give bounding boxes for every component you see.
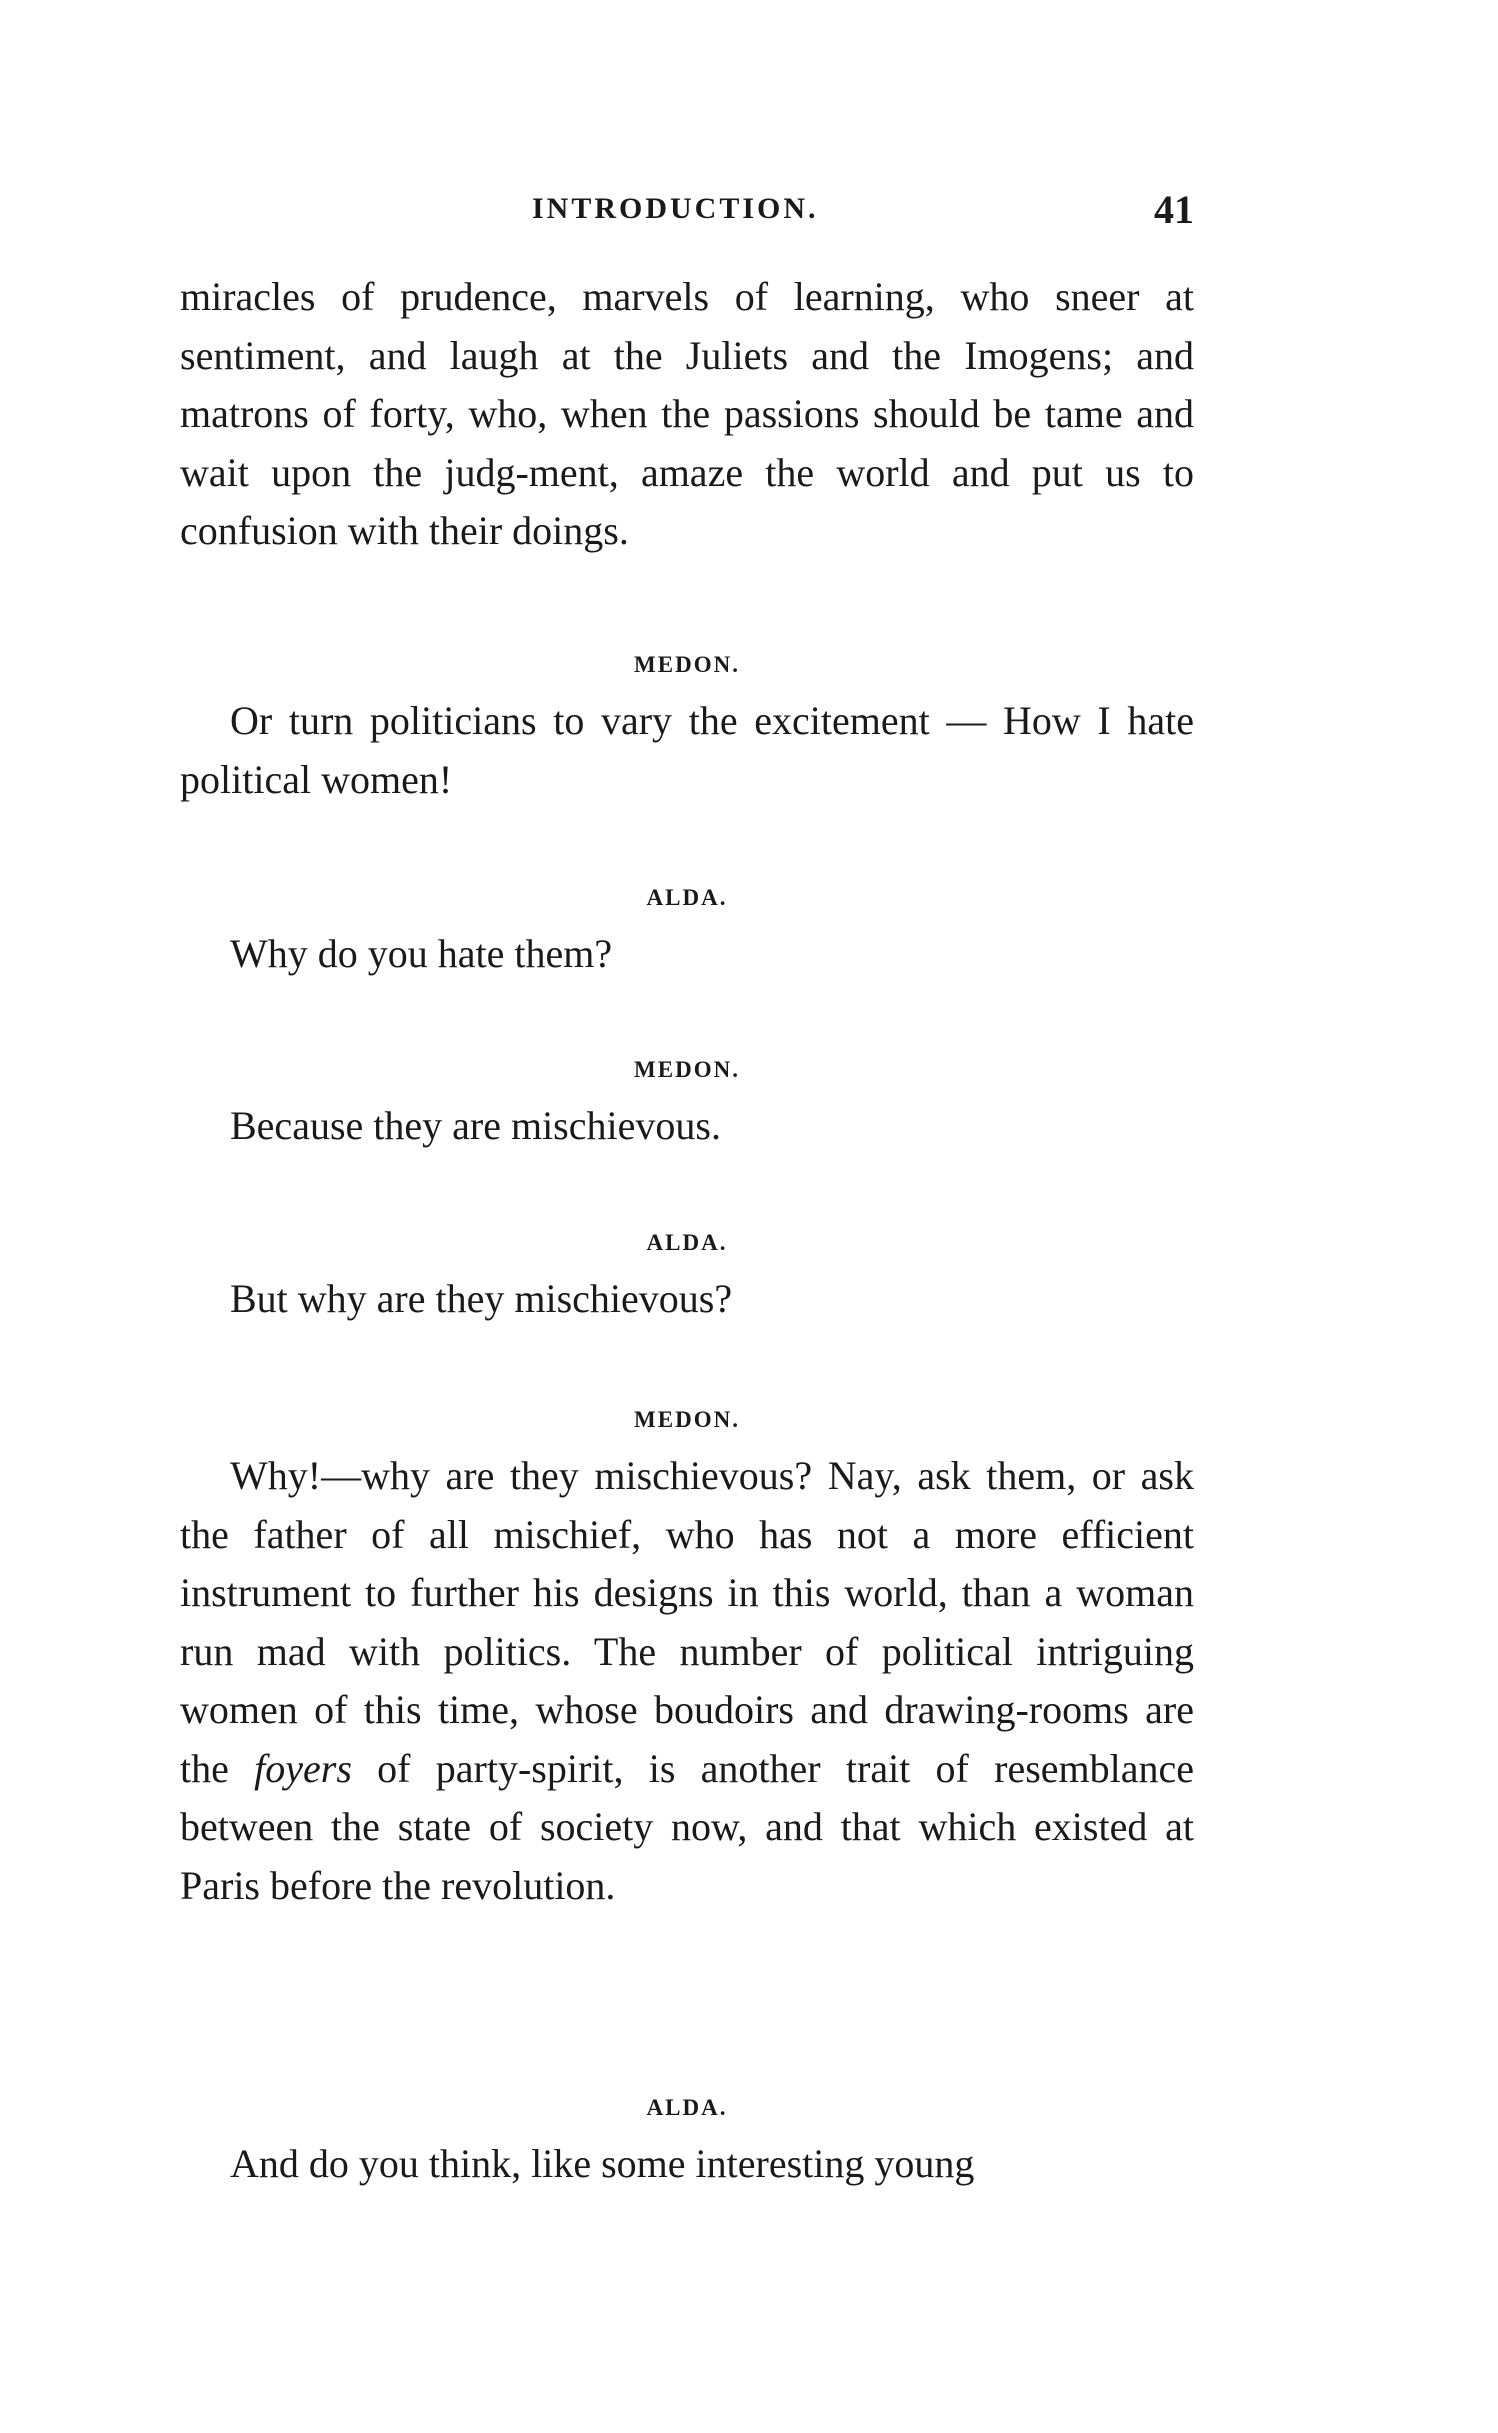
text-line: Imogens; and matrons of forty, who, when the [180, 332, 1195, 436]
speaker-name: MEDON. [634, 652, 740, 677]
text-line: But why are they mischievous? [230, 1276, 733, 1321]
text-line: between the state of society now, and that which [180, 1804, 1017, 1849]
paragraph [180, 1270, 1194, 1329]
text-line: this world, than a woman run mad with politics. [180, 1570, 1194, 1674]
paragraph [180, 692, 1194, 809]
speaker-name: MEDON. [634, 1057, 740, 1082]
text-line: Why!—why are they mischievous? Nay, ask [230, 1453, 971, 1498]
speaker-name: ALDA. [646, 885, 728, 910]
paragraph [180, 1097, 1194, 1156]
page-number: 41 [1154, 187, 1194, 232]
italic-word: foyers [254, 1745, 352, 1791]
speech [180, 692, 1194, 809]
text-line: them, or ask the father of all mischief, who has not [180, 1453, 1194, 1557]
text-line: And do you think, like some interesting young [230, 2141, 975, 2186]
speech [180, 2135, 1194, 2194]
paragraph [180, 1447, 1194, 1915]
text-line: How I hate political women! [180, 698, 1195, 802]
text-line: a more efficient instrument to further his designs in [180, 1511, 1195, 1615]
running-head [180, 187, 1194, 242]
text-line: existed at Paris before the revolution. [180, 1804, 1195, 1908]
text-line: passions should be tame and wait upon the judg- [180, 391, 1195, 495]
running-title: INTRODUCTION. [532, 192, 819, 225]
speaker-name: ALDA. [646, 1230, 728, 1255]
continued-paragraph [180, 268, 1194, 561]
paragraph [180, 2135, 1194, 2194]
speaker-name: ALDA. [646, 2095, 728, 2120]
text-line: of party-spirit, is another trait of resemblance [377, 1745, 1195, 1791]
text-line: time, whose boudoirs and drawing-rooms are the [180, 1687, 1194, 1791]
text-line: ment, amaze the world and put us to confusion with [180, 449, 1194, 553]
text-line: Or turn politicians to vary the excitement — [230, 698, 987, 743]
speech [180, 1270, 1194, 1329]
paragraph [180, 268, 1194, 561]
speech [180, 1097, 1194, 1156]
speech [180, 1447, 1194, 1915]
text-line: Why do you hate them? [230, 931, 613, 976]
text-line: miracles of prudence, marvels of learning, who [180, 274, 1030, 319]
text-line: their doings. [428, 508, 629, 553]
speech [180, 925, 1194, 984]
text-line: sneer at sentiment, and laugh at the Juliets and the [180, 274, 1195, 378]
text-line: The number of political intriguing women of this [180, 1628, 1194, 1732]
paragraph [180, 925, 1194, 984]
speaker-name: MEDON. [634, 1407, 740, 1432]
text-line: Because they are mischievous. [230, 1103, 721, 1148]
